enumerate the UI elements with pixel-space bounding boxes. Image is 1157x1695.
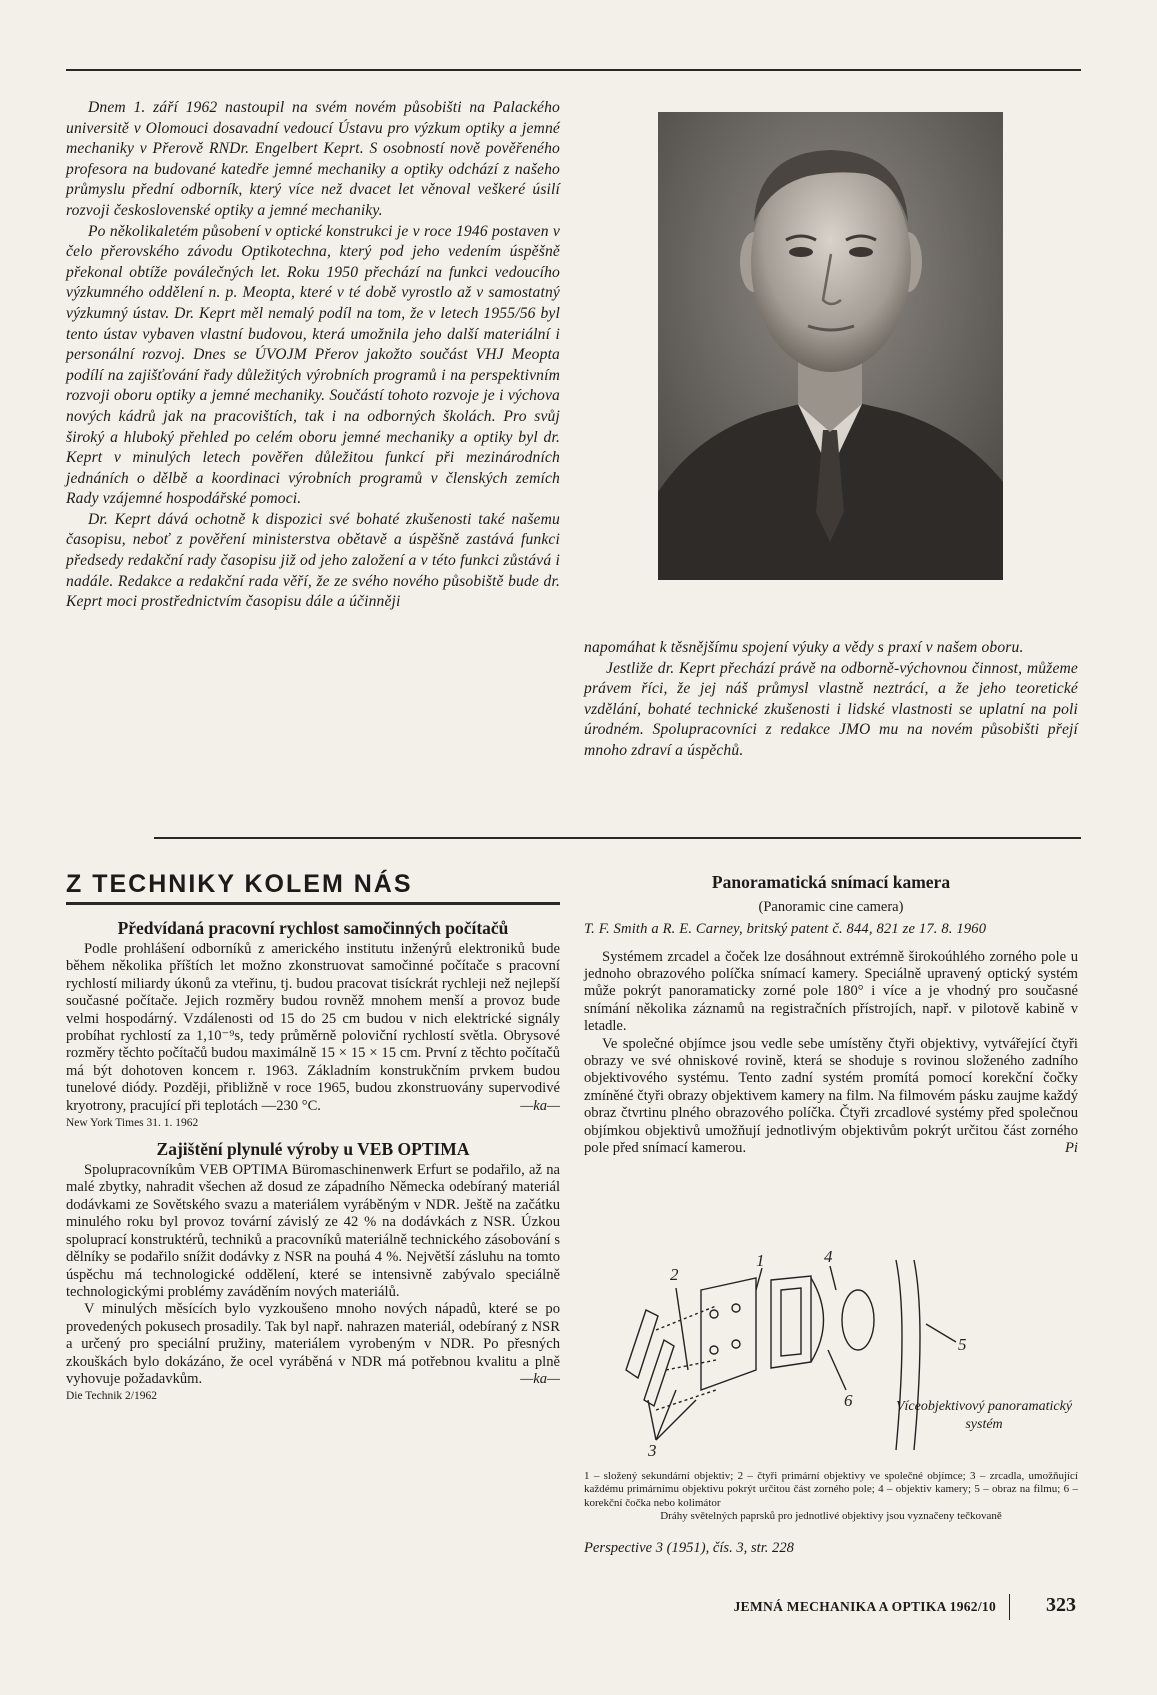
article-paragraph: Systémem zrcadel a čoček lze dosáhnout extrémně širokoúhlého zorného pole u jednoho obrazového políčka snímací kamery. Speciálně upravený optický systém může pokrýt panoramaticky zorné pole 180° i více a je vhodný pro současné snímání několika záznamů na registračních přístrojích, např. v pilotově kabině v letadle. [584, 948, 1078, 1035]
optical-system-figure [596, 1250, 1076, 1460]
article-title: Panoramatická snímací kamera [711, 872, 951, 892]
top-rule [66, 69, 1081, 71]
journal-name: JEMNÁ MECHANIKA A OPTIKA 1962/10 [733, 1599, 996, 1614]
figure-caption: Víceobjektivový panoramatický systém [895, 1399, 1073, 1432]
article-paragraph: V minulých měsících bylo vyzkoušeno mnoho nových nápadů, které se po provedených pokusech prosadily. Tak byl např. nahrazen materiál, odebíraný z NSR a určený pro speciální pružiny, materiálem vyrobeným v NDR. Po přesných zkouškách bylo dokázáno, že ocel vyráběná v NDR má potřebnou kvalitu a plně vyhovuje požadavkům. —ka— [66, 1301, 560, 1387]
intro-paragraph: Po několikaletém působení v optické konstrukci je v roce 1946 postaven v čelo přerovského závodu Optikotechna, který pod jeho vedením úspěšně překonal obtíže poválečných let. Roku 1950 přechází na funkci vedoucího výzkumného oddělení n. p. Meopta, které v té době vyrostlo až v samostatný výzkumný ústav. Dr. Keprt měl nemalý podíl na tom, že v letech 1955/56 byl tento ústav vybaven vlastní budovou, která umožnila jeho další materiální i personální rozvoj. Dnes se ÚVOJM Přerov jakožto součást VHJ Meopta podílí na zajišťování řady důležitých výrobních programů i na perspektivním rozvoji oboru optiky a jemné mechaniky. Součástí tohoto rozvoje je i výchova nových kádrů jak na pracovištích, tak i na odborných školách. Pro svůj široký a hluboký přehled po celém oboru jemné mechaniky a optiky byl dr. Keprt v minulých letech pověřen důležitou funkcí při mezinárodních jednáních o dělbě a koordinaci výrobních programů v členských zemích Rady vzájemné hospodářské pomoci. [66, 222, 560, 508]
figure-legend-note: Dráhy světelných paprsků pro jednotlivé objektivy jsou vyznačeny tečkovaně [660, 1510, 1002, 1523]
article-title: Zajištění plynulé výroby u VEB OPTIMA [156, 1139, 470, 1160]
intro-right-column [584, 638, 1078, 762]
section-heading: Z TECHNIKY KOLEM NÁS [66, 870, 413, 898]
left-articles-column [66, 918, 560, 1402]
article-subtitle: (Panoramic cine camera) [758, 899, 904, 915]
figure-label: 5 [958, 1335, 967, 1354]
intro-paragraph: Jestliže dr. Keprt přechází právě na odborně-výchovnou činnost, můžeme právem říci, že jej náš průmysl vlastně neztrácí, a že jeho teoretické vzdělání, bohaté technické zkušenosti i lidské vlastnosti se uplatní na poli úrodném. Spolupracovníci z redakce JMO mu na novém působišti přejí mnoho zdraví a úspěchů. [584, 659, 1078, 759]
figure-label: 4 [824, 1250, 833, 1266]
article-paragraph: Ve společné objímce jsou vedle sebe umístěny čtyři objektivy, vytvářející čtyři obrazy ve své ohniskové rovině, která se shoduje s rovinou složeného zadního objektivového systému. Tento zadní systém promítá pomocí korekční čočky zmíněné čtyři obrazy objektivem kamery na film. Na filmovém pásku zaujme každý obraz čtvrtinu plného obrazového políčka. Čtyři zrcadlové systémy před společnou objímkou objektivů umožňují jednotlivým objektivům pokrýt určitou část zorného pole před snímací kamerou. Pi [584, 1035, 1078, 1156]
page-footer [733, 1592, 1078, 1622]
article-body: Podle prohlášení odborníků z amerického institutu inženýrů elektroniků bude během několika příštích let možno zkonstruovat samočinné počítače s pracovní rychlostí miliardy úkonů za vteřinu, tj. budou pracovat tisíckrát rychleji než nejlepší současné počítače. Jejich rozměry budou rovněž mnohem menší a provoz bude velmi hospodárný. Vzdálenosti od 15 do 25 cm budou v nich elektrické signály probíhat rychlostí za 1,10⁻⁹s, tedy průměrně poloviční rychlostí světla. Obrysové rozměry těchto počítačů budou maximálně 15 × 15 × 15 cm. První z těchto počítačů má být dohotoven koncem r. 1963. Základním konstrukčním prvkem budou tunelové diódy. Později, přibližně v roce 1965, budou zkonstruovány supervodivé kryotrony, pracující při teplotách —230 °C. —ka— [66, 941, 560, 1114]
intro-continuation: napomáhat k těsnějšímu spojení výuky a vědy s praxí v našem oboru. [584, 639, 1024, 656]
figure-legend [584, 1470, 1078, 1524]
article-source: Perspective 3 (1951), čís. 3, str. 228 [584, 1540, 794, 1556]
article-title: Předvídaná pracovní rychlost samočinných počítačů [117, 918, 509, 938]
figure-label: 1 [756, 1251, 765, 1270]
intro-paragraph: Dr. Keprt dává ochotně k dispozici své bohaté zkušenosti také našemu časopisu, neboť z pověření ministerstva obětavě a úspěšně zastává funkci předsedy redakční rady časopisu již od jeho založení a v této funkci zůstává i nadále. Redakce a redakční rada věří, že ze svého nového působiště bude dr. Keprt moci prostřednictvím časopisu dále a účinněji [66, 510, 560, 611]
article-signature: —ka— [520, 1097, 560, 1114]
figure-label: 3 [648, 1441, 657, 1460]
article-signature: Pi [1065, 1139, 1078, 1156]
intro-left-column [66, 98, 560, 613]
article-source: New York Times 31. 1. 1962 [66, 1117, 199, 1130]
article-paragraph: Spolupracovníkům VEB OPTIMA Büromaschinenwerk Erfurt se podařilo, až na malé zbytky, nahradit všechen až dosud ze západního Německa odebíraný materiál dodávkami ze Sovětského svazu a materiálem vyráběným v NDR. Ještě na začátku minulého roku byl provoz tovární závislý ze 42 % na dodávkách z NSR. Úzkou spoluprací konstruktérů, techniků a pracovníků materiálně technického zásobování s dělníky se podařilo snížit dodávky z NSR na pouhá 4 %. Největší zásluhu na tomto úspěchu má technologické oddělení, které se intensivně zabývalo speciálně technologickými problémy zaváděním nových materiálů. [66, 1162, 560, 1300]
portrait-illustration [658, 112, 1003, 580]
intro-paragraph: Dnem 1. září 1962 nastoupil na svém novém působišti na Palackého universitě v Olomouci dosavadní vedoucí Ústavu pro výzkum optiky a jemné mechaniky v Přerově RNDr. Engelbert Keprt. S osobností nově pověřeného profesora na budované katedře jemné mechaniky a optiky odchází z našeho průmyslu přední odborník, který více než dvacet let věnoval veškeré úsilí rozvoji československé optiky a jemné mechaniky. [66, 99, 560, 219]
page-number: 323 [1046, 1594, 1076, 1616]
patent-reference: T. F. Smith a R. E. Carney, britský patent č. 844, 821 ze 17. 8. 1960 [584, 921, 987, 937]
figure-label: 6 [844, 1391, 853, 1410]
figure-label: 2 [670, 1265, 679, 1284]
right-article-column [584, 872, 1078, 1157]
figure-legend-text: 1 – složený sekundární objektiv; 2 – čtyři primární objektivy ve společné objímce; 3 – zrcadla, umožňující každému primárnímu objektivu pokrýt určitou část zorného pole; 4 – objektiv kamery; 5 – obraz na filmu; 6 – korekční čočka nebo kolimátor [584, 1470, 1078, 1509]
footer-separator [1009, 1594, 1010, 1620]
article-signature: —ka— [520, 1370, 560, 1387]
article-source: Die Technik 2/1962 [66, 1390, 157, 1403]
portrait-photo [658, 112, 1003, 580]
section-divider [154, 837, 1081, 839]
section-heading-rule [66, 902, 560, 905]
